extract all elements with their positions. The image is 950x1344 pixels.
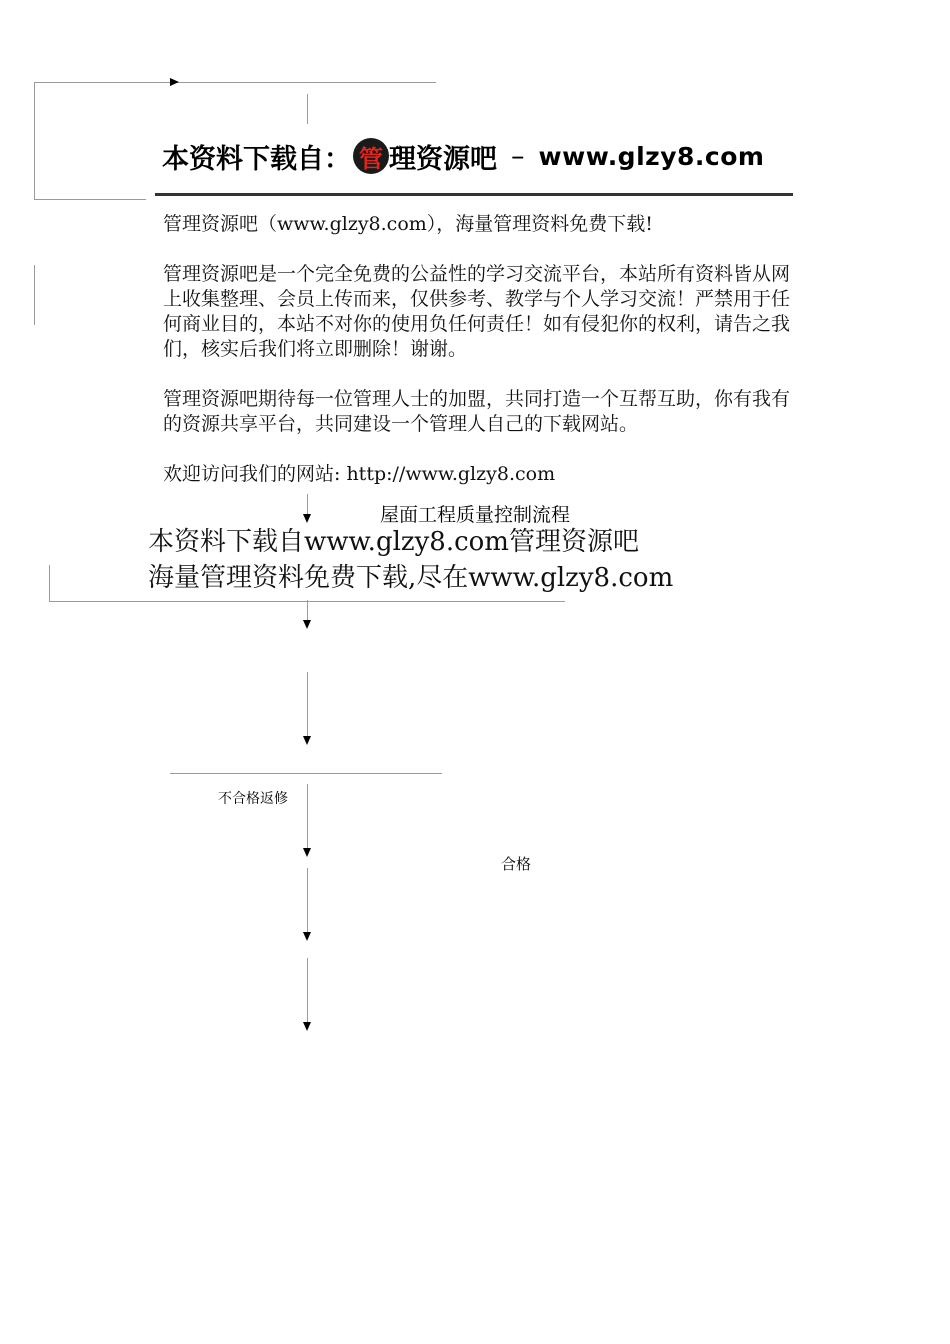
logo-char: 管: [359, 144, 383, 173]
intro-visit[interactable]: 欢迎访问我们的网站: http://www.glzy8.com: [163, 463, 556, 485]
flow-top-line: [34, 82, 436, 83]
flow-arrow-4: [303, 848, 311, 857]
flowchart-title: 屋面工程质量控制流程: [380, 504, 571, 526]
watermark-line-2: 海量管理资料免费下载,尽在www.glzy8.com: [148, 563, 674, 593]
flow-left-line: [34, 82, 35, 199]
flow-connector-4: [307, 784, 308, 848]
download-banner: [162, 136, 794, 176]
intro-line: 管理资源吧（www.glzy8.com），海量管理资料免费下载!: [163, 213, 653, 235]
flow-connector-5: [307, 868, 308, 932]
flow-connector-1: [307, 494, 308, 514]
flow-arrow-5: [303, 932, 311, 941]
pass-label: 合格: [501, 855, 532, 873]
fail-rework-label: 不合格返修: [218, 791, 288, 807]
brand-logo-icon: [353, 138, 389, 174]
flow-arrow-2: [303, 620, 311, 629]
flow-connector-3: [307, 672, 308, 736]
banner-site: www.glzy8.com: [538, 141, 765, 171]
flow-left-bottom-line: [34, 199, 146, 200]
flow-arrow-right: [170, 78, 179, 86]
flow-arrow-3: [303, 736, 311, 745]
flow-connector-6: [307, 958, 308, 1022]
flow-connector-top: [307, 94, 308, 124]
banner-rule: [155, 193, 793, 196]
banner-brand: 理资源吧: [389, 143, 497, 175]
flow-connector-2: [307, 600, 308, 620]
intro-invite: 管理资源吧期待每一位管理人士的加盟，共同打造一个互帮互助，你有我有的资源共享平台，共同建设一个管理人自己的下载网站。: [163, 388, 791, 435]
flow-divider: [170, 773, 442, 774]
intro-disclaimer: 管理资源吧是一个完全免费的公益性的学习交流平台，本站所有资料皆从网上收集整理、会员上传而来，仅供参考、教学与个人学习交流！严禁用于任何商业目的，本站不对你的使用负任何责任！如有侵犯你的权利，请告之我们，核实后我们将立即删除！谢谢。: [163, 263, 791, 360]
banner-separator: –: [511, 140, 525, 172]
flow-box-left: [49, 565, 50, 601]
flow-arrow-6: [303, 1022, 311, 1031]
watermark-line-1: 本资料下载自www.glzy8.com管理资源吧: [148, 527, 639, 557]
flow-arrow-1: [303, 514, 311, 523]
flow-side-mark: [34, 265, 35, 325]
banner-prefix: 本资料下载自：: [162, 143, 351, 175]
